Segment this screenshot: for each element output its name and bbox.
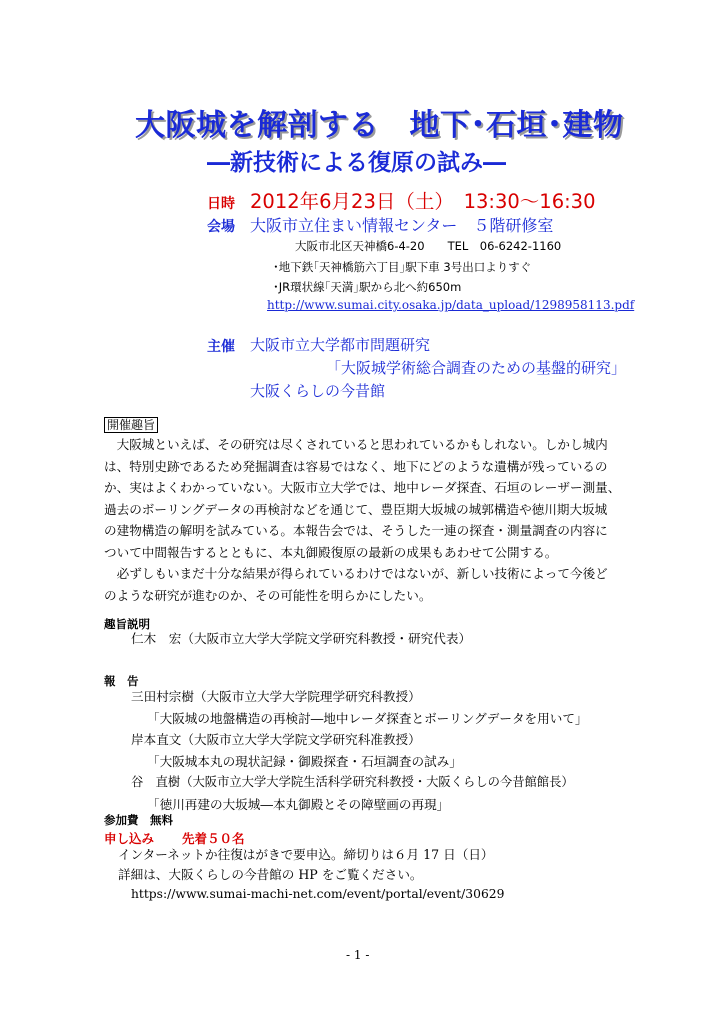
report-topic: 「大阪城の地盤構造の再検討―地中レーダ探査とボーリングデータを用いて」 <box>147 711 588 726</box>
fee-text: 参加費 無料 <box>104 813 173 827</box>
access-subway: ･地下鉄｢天神橋筋六丁目｣駅下車 3号出口よりすぐ <box>273 260 532 274</box>
page-number: - 1 - <box>346 948 370 962</box>
access-jr: ･JR環状線｢天満｣駅から北へ約650m <box>273 280 462 294</box>
organizer-line2: 「大阪城学術総合調査のための基盤的研究」 <box>326 359 627 377</box>
report-speaker: 谷 直樹（大阪市立大学大学院生活科学研究科教授・大阪くらしの今昔館館長） <box>131 775 574 789</box>
page-subtitle: ―新技術による復原の試み― <box>207 150 506 176</box>
organizer-line1: 大阪市立大学都市問題研究 <box>250 336 431 354</box>
application-line1: インターネットか往復はがきで要申込。締切りは６月 17 日（日） <box>118 847 494 862</box>
report-topic: 「徳川再建の大坂城―本丸御殿とその障壁画の再現」 <box>147 797 450 812</box>
venue-address: 大阪市北区天神橋6-4-20 TEL 06-6242-1160 <box>295 239 562 253</box>
venue-url-link[interactable]: http://www.sumai.city.osaka.jp/data_upload/1298958113.pdf <box>267 298 635 312</box>
venue-value: 大阪市立住まい情報センター ５階研修室 <box>250 216 554 235</box>
explanation-heading: 趣旨説明 <box>104 617 150 631</box>
application-capacity: 先着５０名 <box>182 831 245 846</box>
organizer-label: 主催 <box>207 339 235 355</box>
page-title: 大阪城を解剖する 地下･石垣･建物 <box>135 108 624 143</box>
purpose-line: か、実はよくわかっていない。大阪市立大学では、地中レーダ探査、石垣のレーザー測量、 <box>104 480 621 495</box>
purpose-line: のような研究が進むのか、その可能性を明らかにしたい。 <box>104 587 432 603</box>
venue-label: 会場 <box>207 219 235 235</box>
purpose-line: の建物構造の解明を試みている。本報告会では、そうした一連の探査・測量調査の内容に <box>104 523 608 538</box>
report-topic: 「大阪城本丸の現状記録・御殿探査・石垣調査の試み」 <box>147 754 462 769</box>
date-value: 2012年6月23日（土） 13:30～16:30 <box>250 190 596 213</box>
purpose-line: 過去のボーリングデータの再検討などを通じて、豊臣期大坂城の城郭構造や徳川期大坂城 <box>104 501 608 517</box>
application-line2: 詳細は、大阪くらしの今昔館の HP をご覧ください。 <box>118 867 423 882</box>
purpose-line: ついて中間報告するとともに、本丸御殿復原の最新の成果もあわせて公開する。 <box>104 544 558 560</box>
report-speaker: 三田村宗樹（大阪市立大学大学院理学研究科教授） <box>131 689 421 704</box>
report-speaker: 岸本直文（大阪市立大学大学院文学研究科准教授） <box>131 732 421 747</box>
purpose-paragraph <box>104 434 620 606</box>
application-label: 申し込み <box>104 831 155 846</box>
purpose-heading: 開催趣旨 <box>104 414 158 437</box>
date-label: 日時 <box>207 196 235 212</box>
explanation-speaker: 仁木 宏（大阪市立大学大学院文学研究科教授・研究代表） <box>131 631 472 646</box>
purpose-line: は、特別史跡であるため発掘調査は容易ではなく、地下にどのような遺構が残っているの <box>104 458 608 474</box>
organizer-line3: 大阪くらしの今昔館 <box>250 382 386 400</box>
purpose-line: 大阪城といえば、その研究は尽くされていると思われているかもしれない。しかし城内 <box>104 437 608 452</box>
application-url-link[interactable]: https://www.sumai-machi-net.com/event/portal/event/30629 <box>131 887 505 901</box>
reports-heading: 報 告 <box>104 674 139 688</box>
purpose-line: 必ずしもいまだ十分な結果が得られているわけではないが、新しい技術によって今後ど <box>104 566 608 581</box>
